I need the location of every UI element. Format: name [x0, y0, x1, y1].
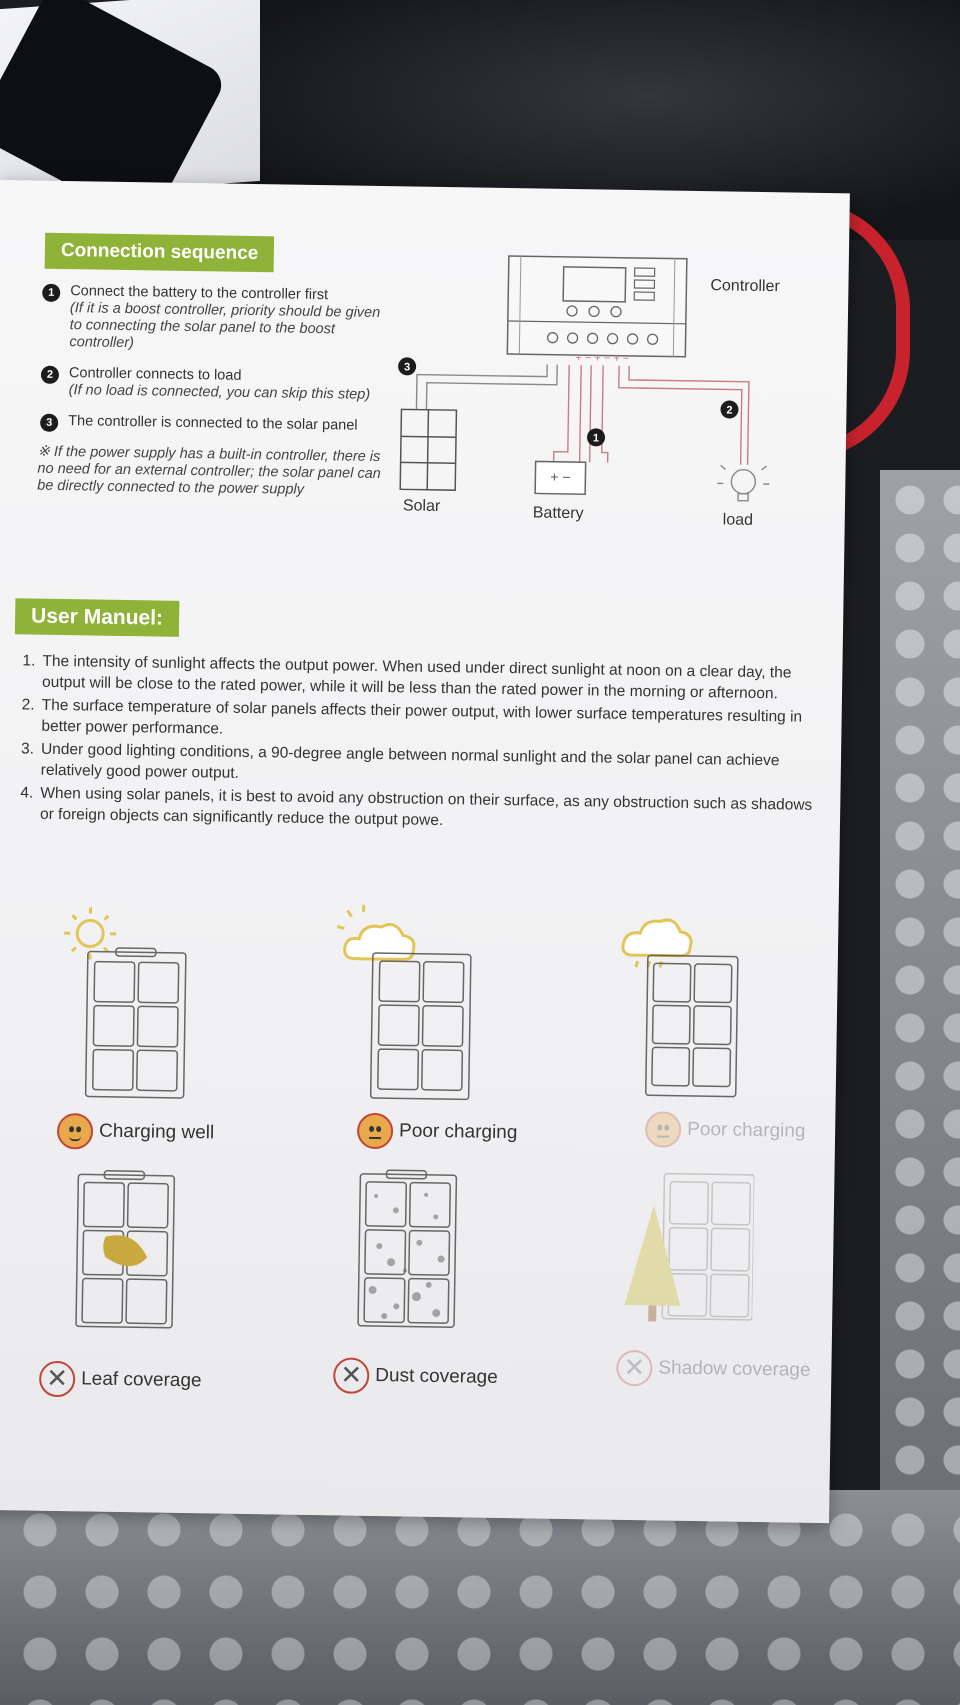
user-manual-list: [20, 650, 823, 839]
charging-well-caption: [57, 1113, 215, 1151]
neutral-face-icon: [357, 1113, 394, 1150]
step-3: [34, 413, 394, 436]
step-1: [35, 283, 396, 357]
charging-well-label: Charging well: [98, 1120, 215, 1144]
battery-signs: + −: [550, 468, 571, 485]
step-1-text: Connect the battery to the controller first: [70, 283, 329, 304]
leaf-icon: [103, 1235, 147, 1266]
poor-charging-caption: [357, 1113, 518, 1152]
terminal-signs: + − + − + −: [575, 352, 630, 365]
solar-panel-icon: [646, 955, 738, 1096]
x-mark-icon: ✕: [39, 1361, 76, 1398]
shadow-coverage-label: Shadow coverage: [658, 1357, 811, 1381]
manual-item-number: 2.: [21, 696, 35, 714]
leaf-coverage-label: Leaf coverage: [81, 1368, 202, 1392]
wiring-diagram: [394, 244, 799, 550]
load-bulb-icon: [717, 465, 770, 501]
connection-sequence-heading: Connection sequence: [45, 233, 275, 273]
poor-charging-label-2: Poor charging: [687, 1118, 806, 1142]
dust-texture: [368, 1192, 445, 1320]
marker-1: 1: [592, 432, 600, 445]
step-2: [35, 365, 395, 405]
step-number-3: 3: [40, 414, 58, 432]
step-number-2: 2: [41, 366, 59, 384]
happy-face-icon: [57, 1113, 94, 1150]
step-2-subtext: (If no load is connected, you can skip this step): [68, 382, 371, 403]
dust-coverage-label: Dust coverage: [375, 1365, 498, 1388]
solar-panel-icon: [371, 953, 471, 1100]
manual-item-text: The surface temperature of solar panels affects their power output, with lower surface temperatures resulting in better power performance.: [41, 696, 803, 738]
manual-item-text: Under good lighting conditions, a 90-degree angle between normal sunlight and the solar panel can achieve relatively good power output.: [40, 740, 780, 782]
dust-covered-panel-illustration: [354, 1166, 467, 1338]
manual-item-text: The intensity of sunlight affects the output power. When used under direct sunlight at noon on a clear day, the output will be close to the rated power, while it will be less than the rated power in the morning or afternoon.: [41, 652, 792, 703]
rainy-panel-illustration: [616, 905, 769, 1107]
battery-label: Battery: [532, 504, 584, 523]
shadow-covered-panel-illustration: [622, 1165, 755, 1337]
sun-cloud-icon: [337, 904, 415, 959]
manual-page: [0, 180, 850, 1523]
step-1-subtext: (If it is a boost controller, priority should be given to connecting the solar panel to the boost controller): [69, 300, 381, 352]
x-mark-icon: ✕: [333, 1357, 370, 1394]
step-number-1: 1: [42, 284, 60, 302]
solar-label: Solar: [402, 497, 441, 515]
x-mark-icon: ✕: [616, 1350, 653, 1387]
manual-item-number: 1.: [22, 652, 36, 670]
step-2-text: Controller connects to load: [68, 365, 242, 384]
marker-3: 3: [403, 361, 411, 374]
solar-panel-icon: [86, 947, 186, 1098]
marker-2: 2: [726, 404, 733, 417]
connection-steps: [33, 283, 396, 501]
manual-item-text: When using solar panels, it is best to avoid any obstruction on their surface, as any obstruction such as shadows or foreign objects can significantly reduce the output powe.: [39, 784, 813, 830]
sunny-panel-illustration: [56, 901, 199, 1103]
sad-face-icon: [645, 1111, 682, 1148]
dust-coverage-caption: [333, 1357, 498, 1396]
shadow-coverage-caption: [616, 1350, 811, 1389]
manual-item-number: 4.: [20, 784, 34, 802]
cloudy-panel-illustration: [331, 900, 484, 1102]
tree-icon: [624, 1205, 682, 1322]
rain-cloud-icon: [623, 919, 692, 968]
manual-item-number: 3.: [20, 740, 35, 758]
solar-panel-icon: [400, 409, 456, 490]
poor-charging-label: Poor charging: [398, 1120, 518, 1144]
load-label: load: [722, 511, 754, 529]
step-3-text: The controller is connected to the solar panel: [68, 413, 358, 434]
poor-charging-caption-2: [645, 1111, 806, 1150]
background-bubble-wrap-right: [880, 470, 960, 1510]
built-in-controller-note: ※ If the power supply has a built-in controller, there is no need for an external controller; the solar panel can be directly connected to the power supply: [37, 443, 381, 498]
leaf-covered-panel-illustration: [72, 1166, 185, 1338]
user-manual-heading: User Manuel:: [15, 598, 179, 637]
leaf-coverage-caption: [39, 1361, 202, 1400]
controller-label: Controller: [710, 277, 780, 296]
